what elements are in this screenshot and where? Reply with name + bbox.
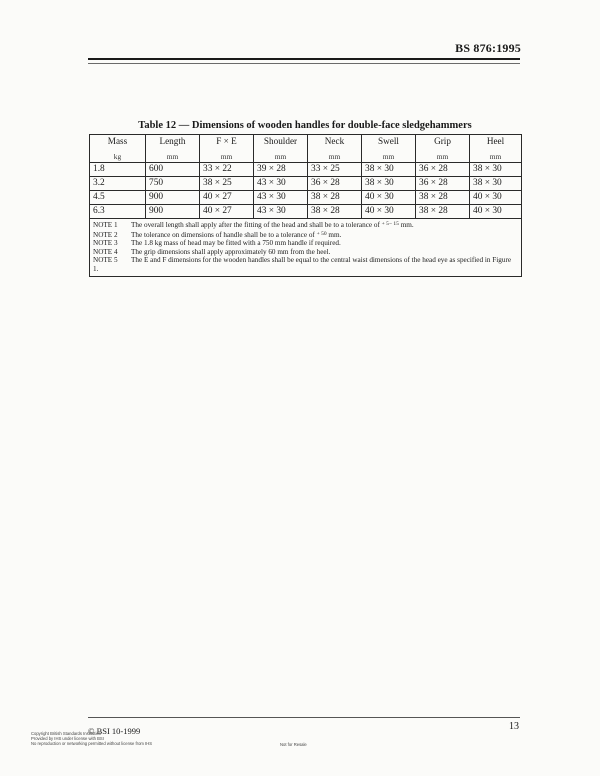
column-header: F × E mm [200, 135, 254, 163]
table-title: Table 12 — Dimensions of wooden handles for double-face sledgehammers [138, 120, 472, 131]
not-for-resale: Not for Resale [280, 742, 307, 747]
copyright-line: Provided by IHS under license with BSI [31, 736, 104, 741]
table-cell: 3.2 [90, 177, 146, 191]
table-cell: 36 × 28 [308, 177, 362, 191]
table-cell: 33 × 22 [200, 163, 254, 177]
table-cell: 43 × 30 [254, 205, 308, 219]
table-row [90, 177, 522, 191]
table-cell: 40 × 27 [200, 205, 254, 219]
table-cell: 38 × 30 [362, 177, 416, 191]
header-rule [88, 58, 520, 60]
table-cell: 40 × 30 [470, 191, 522, 205]
table-cell: 38 × 28 [308, 205, 362, 219]
table-cell: 40 × 27 [200, 191, 254, 205]
table-row [90, 163, 522, 177]
note-5: NOTE 5 The E and F dimensions for the wooden handles shall be equal to the central waist dimensions of the head eye as specified in Figure 1. [93, 256, 512, 273]
footer-rule [88, 717, 520, 718]
table-row [90, 205, 522, 219]
column-header: Grip mm [416, 135, 470, 163]
copyright-line: No reproduction or networking permitted without license from IHS [31, 741, 153, 746]
note-2: NOTE 2 The tolerance on dimensions of handle shall be to a tolerance of $^{+ 50}$ mm. [93, 230, 342, 239]
table-cell: 6.3 [90, 205, 146, 219]
table-cell: 1.8 [90, 163, 146, 177]
page-number: 13 [509, 721, 519, 732]
column-header: Neck mm [308, 135, 362, 163]
table-cell: 38 × 28 [416, 205, 470, 219]
note-1: NOTE 1 The overall length shall apply after the fitting of the head and shall be to a tolerance of $^{+ 5- 15}$ mm. [93, 221, 414, 229]
header-rule-thin [88, 63, 520, 64]
table-cell: 38 × 28 [308, 191, 362, 205]
copyright-line: Copyright British Standards Institution [31, 731, 102, 736]
column-header: Heel mm [470, 135, 522, 163]
table-cell: 38 × 30 [362, 163, 416, 177]
note-4: NOTE 4 The grip dimensions shall apply approximately 60 mm from the heel. [93, 247, 331, 256]
bsi-date: © BSI 10-1999 [88, 726, 141, 736]
table-cell: 600 [146, 163, 200, 177]
table-cell: 43 × 30 [254, 177, 308, 191]
table-cell: 33 × 25 [308, 163, 362, 177]
table-notes [90, 219, 522, 277]
table-cell: 40 × 30 [362, 205, 416, 219]
column-header: Mass kg [90, 135, 146, 163]
table-cell: 4.5 [90, 191, 146, 205]
table-cell: 38 × 28 [416, 191, 470, 205]
table-cell: 900 [146, 191, 200, 205]
table-row [90, 191, 522, 205]
dimensions-table [89, 134, 522, 277]
table-cell: 38 × 25 [200, 177, 254, 191]
table-cell: 36 × 28 [416, 163, 470, 177]
column-header: Shoulder mm [254, 135, 308, 163]
column-header: Length mm [146, 135, 200, 163]
table-cell: 38 × 30 [470, 177, 522, 191]
table-cell: 750 [146, 177, 200, 191]
table-cell: 36 × 28 [416, 177, 470, 191]
table-cell: 40 × 30 [362, 191, 416, 205]
column-header: Swell mm [362, 135, 416, 163]
note-3: NOTE 3 The 1.8 kg mass of head may be fitted with a 750 mm handle if required. [93, 239, 341, 248]
table-cell: 40 × 30 [470, 205, 522, 219]
document-code: BS 876:1995 [455, 41, 521, 55]
table-header-row [90, 135, 522, 163]
table-cell: 39 × 28 [254, 163, 308, 177]
table-cell: 900 [146, 205, 200, 219]
table-cell: 43 × 30 [254, 191, 308, 205]
table-cell: 38 × 30 [470, 163, 522, 177]
notes-row [90, 219, 522, 277]
